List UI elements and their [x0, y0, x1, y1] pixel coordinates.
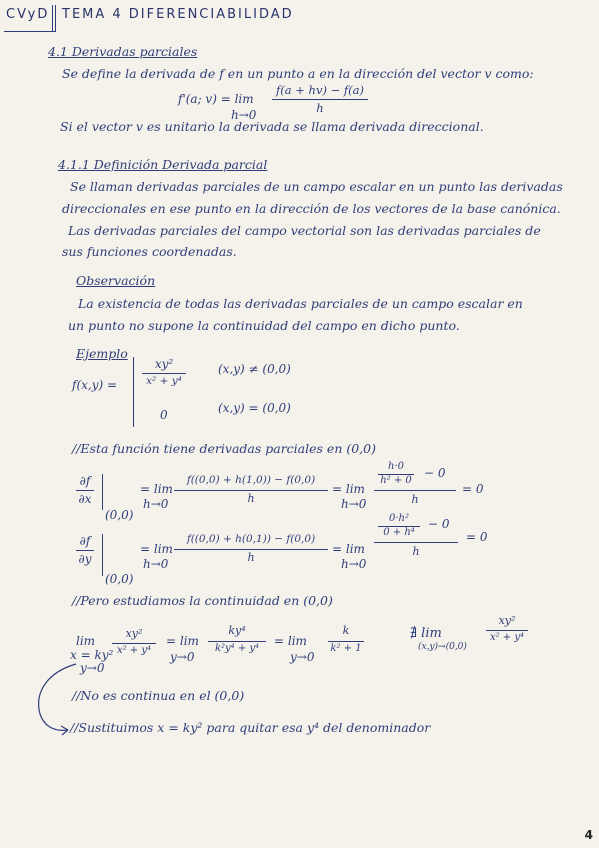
dfdy-result: = 0: [466, 530, 488, 544]
f2-den: k²y⁴ + y⁴: [214, 643, 260, 654]
example-fxy: f(x,y) =: [72, 378, 118, 392]
fraction-bar: [174, 549, 328, 550]
dfdx-inner-den: h² + 0: [380, 475, 412, 486]
dfdy-minus0: − 0: [428, 517, 450, 531]
obs-p1: La existencia de todas las derivadas parciales de un campo escalar en: [78, 296, 523, 311]
lim1: lim: [76, 634, 96, 648]
dfdx-inner-num: h·0: [388, 461, 404, 472]
case1-den: x² + y⁴: [146, 375, 182, 387]
dfdy-inner-den: 0 + h⁴: [383, 527, 415, 538]
dfdx-minus0: − 0: [424, 466, 446, 480]
example-heading: Ejemplo: [76, 346, 128, 361]
obs-p2: un punto no supone la continuidad del campo en dicho punto.: [68, 318, 460, 333]
lim1-under-2: y→0: [80, 661, 105, 675]
dfdy-frac-num: f((0,0) + h(0,1)) − f(0,0): [186, 533, 316, 545]
dfdx-lim: = lim: [140, 482, 173, 496]
f3-den: k² + 1: [330, 643, 362, 654]
partials-intro: //Esta función tiene derivadas parciales en (0,0): [72, 441, 376, 456]
fraction-bar: [374, 542, 458, 543]
section-4-1-heading: 4.1 Derivadas parciales: [48, 44, 198, 59]
dir-derivative-limit: h→0: [231, 108, 257, 122]
sec411-p2: direccionales en ese punto en la dirección de los vectores de la base canónica.: [62, 201, 561, 216]
dfdx-lim2-under: h→0: [341, 497, 367, 511]
dfdx-at: (0,0): [105, 508, 134, 522]
fraction-bar: [272, 99, 368, 100]
dfdy-outer-den: h: [412, 545, 420, 558]
dfdx-lim2: = lim: [332, 482, 365, 496]
dfdx-lim-under: h→0: [143, 497, 169, 511]
sec41-line1: Se define la derivada de f en un punto a en la dirección del vector v como:: [62, 66, 534, 81]
dfdx-outer-den: h: [411, 493, 419, 506]
lim2-under: y→0: [170, 650, 195, 664]
dfdy-frac-den: h: [247, 551, 255, 564]
note-not-continuous: //No es continua en el (0,0): [72, 688, 245, 703]
sec411-p3: Las derivadas parciales del campo vectorial son las derivadas parciales de: [68, 223, 541, 238]
course-label: CVyD: [6, 7, 50, 22]
lim3-under: y→0: [290, 650, 315, 664]
continuity-intro: //Pero estudiamos la continuidad en (0,0): [72, 593, 333, 608]
fraction-bar: [208, 641, 266, 642]
no-limit: ∄ lim: [410, 626, 442, 641]
dir-derivative-lhs: f'(a; v) = lim: [178, 92, 254, 106]
dfdy-den: ∂y: [78, 552, 92, 566]
eq2-lim: = lim: [274, 634, 307, 648]
chapter-title: TEMA 4 DIFERENCIABILIDAD: [62, 7, 294, 22]
page-number: 4: [584, 828, 593, 842]
f4-num: xy²: [498, 614, 516, 627]
f3-num: k: [342, 624, 350, 637]
dfdy-num: ∂f: [79, 534, 91, 548]
fraction-bar: [174, 490, 328, 491]
eval-bar: [102, 474, 103, 510]
no-limit-under: (x,y)→(0,0): [418, 642, 467, 652]
fraction-bar: [486, 630, 528, 631]
fraction-bar: [374, 490, 456, 491]
case2-value: 0: [160, 408, 168, 422]
fraction-bar: [142, 373, 186, 374]
dfdx-num: ∂f: [79, 474, 91, 488]
dir-derivative-num: f(a + hv) − f(a): [276, 83, 364, 97]
f2-num: ky⁴: [228, 624, 246, 637]
dfdy-lim2: = lim: [332, 542, 365, 556]
dir-derivative-den: h: [316, 101, 324, 115]
dfdy-at: (0,0): [105, 572, 134, 586]
dfdx-frac-num: f((0,0) + h(1,0)) − f(0,0): [186, 474, 316, 486]
dfdy-lim-under: h→0: [143, 557, 169, 571]
eval-bar: [102, 534, 103, 576]
case2-condition: (x,y) = (0,0): [218, 401, 291, 415]
fraction-bar: [76, 550, 94, 551]
eq1-lim: = lim: [166, 634, 199, 648]
sec41-line2: Si el vector v es unitario la derivada se llama derivada direccional.: [60, 119, 484, 134]
header-divider-2: [55, 5, 56, 31]
dfdx-frac-den: h: [247, 492, 255, 505]
dfdy-inner-num: 0·h²: [389, 513, 409, 524]
f4-den: x² + y⁴: [489, 632, 525, 643]
case1-num: xy²: [154, 357, 174, 371]
fraction-bar: [328, 641, 364, 642]
header-divider: [52, 5, 53, 31]
f1-num: xy²: [125, 627, 143, 640]
fraction-bar: [76, 490, 94, 491]
piecewise-brace: [133, 357, 134, 427]
header-underline: [4, 31, 56, 32]
dfdy-lim: = lim: [140, 542, 173, 556]
case1-condition: (x,y) ≠ (0,0): [218, 362, 291, 376]
lim1-under-1: x = ky²: [70, 648, 114, 662]
observation-heading: Observación: [76, 273, 156, 288]
sec411-p1: Se llaman derivadas parciales de un campo escalar en un punto las derivadas: [70, 179, 563, 194]
fraction-bar: [112, 643, 156, 644]
section-4-1-1-heading: 4.1.1 Definición Derivada parcial: [58, 157, 268, 172]
f1-den: x² + y⁴: [116, 645, 152, 656]
dfdx-result: = 0: [462, 482, 484, 496]
dfdx-den: ∂x: [78, 492, 92, 506]
note-substitution: //Sustituimos x = ky² para quitar esa y⁴ del denominador: [70, 720, 431, 735]
sec411-p4: sus funciones coordenadas.: [62, 244, 237, 259]
dfdy-lim2-under: h→0: [341, 557, 367, 571]
